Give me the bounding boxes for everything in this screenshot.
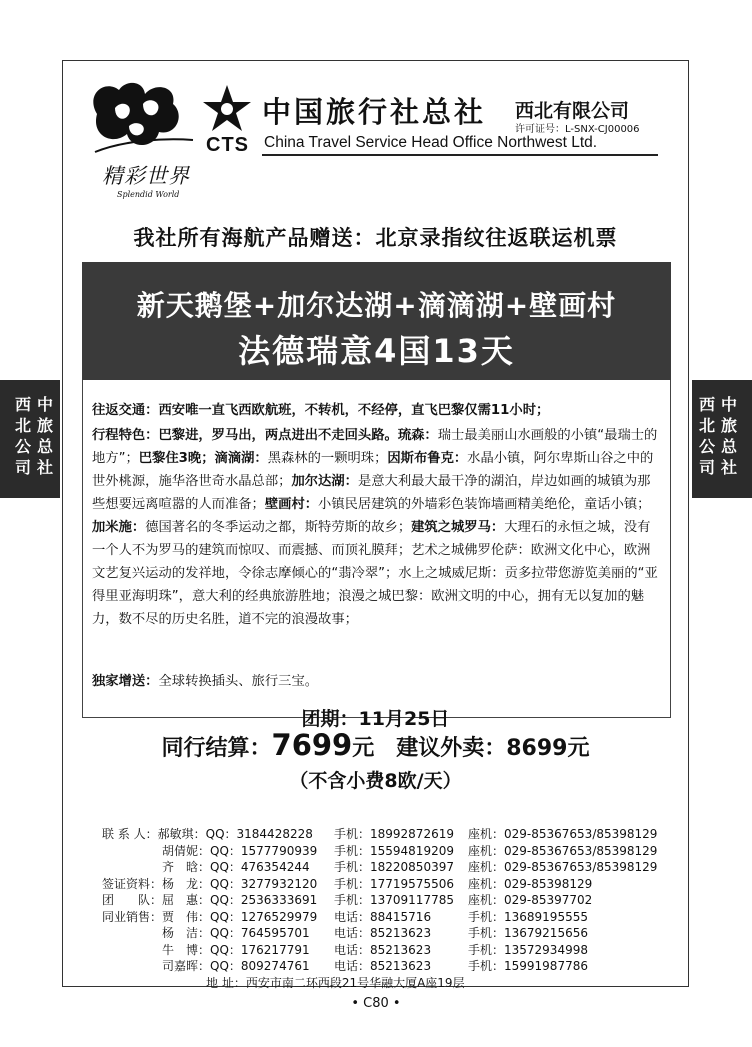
contact-cell: 电话：85213623: [334, 942, 432, 957]
feature-text: 小镇民居建筑的外墙彩色装饰墙画精美绝伦，童话小镇；: [318, 497, 651, 512]
features-label: 行程特色：: [92, 428, 159, 443]
feature-highlight: 建筑之城罗马：: [411, 520, 505, 535]
retail-price: 建议外卖：8699元: [396, 736, 590, 761]
transport-line: [92, 399, 662, 422]
contact-cell: 司嘉晖：QQ：809274761: [102, 959, 310, 973]
contact-cell: 杨 洁：QQ：764595701: [102, 926, 310, 940]
side-tag-col2: 中旅总社: [720, 395, 737, 477]
contact-cell: 手机：17719575506: [334, 876, 454, 891]
tour-title-banner: [82, 262, 671, 380]
contact-cell: 座机：029-85397702: [468, 893, 593, 907]
header-divider: [262, 154, 658, 156]
contact-cell: 联 系 人：郝敏琪：QQ：3184428228: [102, 827, 313, 841]
logo-name: 精彩世界: [102, 164, 190, 188]
features-block: [92, 424, 662, 631]
feature-text: 黑森林的一颗明珠；: [267, 451, 388, 466]
exclusive-label: 独家增送：: [92, 674, 159, 689]
peer-price-unit: 元: [352, 736, 375, 761]
contact-cell: 同业销售：贾 伟：QQ：1276529979: [102, 909, 318, 924]
exclusive-text: 全球转换插头、旅行三宝。: [158, 674, 319, 689]
address-text: 地 址：西安市南二环西段21号华融大厦A座19层: [206, 975, 465, 990]
contact-cell: 牛 博：QQ：176217791: [102, 942, 310, 957]
contact-cell: 手机：15991987786: [468, 959, 588, 973]
contact-cell: 电话：88415716: [334, 909, 432, 924]
price-line: [62, 728, 689, 762]
contact-cell: 团 队：屈 惠：QQ：2536333691: [102, 893, 318, 907]
feature-text: 瑞士最美丽山水画般的小镇“最瑞士的地方”；: [92, 428, 658, 466]
logo-tagline: Splendid World: [117, 190, 180, 199]
contact-cell: 手机：13679215656: [468, 926, 588, 940]
feature-highlight: 巴黎进，罗马出，两点进出不走回头路。琉森：: [158, 428, 438, 443]
company-branch: 西北有限公司: [515, 100, 630, 122]
contact-cell: 齐 晗：QQ：476354244: [102, 860, 310, 874]
contact-cell: 座机：029-85367653/85398129: [468, 860, 658, 874]
feature-highlight: 因斯布鲁克：: [387, 451, 468, 466]
peer-price-label: 同行结算：: [161, 736, 272, 761]
contact-cell: 座机：029-85367653/85398129: [468, 827, 658, 841]
company-name-cn: 中国旅行社总社: [262, 95, 487, 129]
cts-label: CTS: [206, 134, 249, 156]
side-tag-right: [692, 380, 752, 498]
contact-cell: 电话：85213623: [334, 959, 432, 973]
feature-highlight: 壁画村：: [264, 497, 319, 512]
contact-cell: 手机：13572934998: [468, 942, 588, 957]
contact-cell: 手机：15594819209: [334, 843, 454, 858]
contact-cell: 手机：18992872619: [334, 827, 454, 841]
feature-text: 德国著名的冬季运动之都，斯特劳斯的故乡；: [145, 520, 412, 535]
splendid-world-logo-icon: [85, 74, 195, 154]
price-note: （不含小费8欧/天）: [289, 770, 462, 792]
tour-date: 团期：11月25日: [301, 708, 450, 730]
license-number: 许可证号：L-SNX-CJ00006: [515, 124, 640, 135]
cts-star-icon: [202, 84, 252, 134]
feature-text: 是意大利最大最干净的湖泊，岸边如画的城镇为那些想要远离喧嚣的人而准备；: [92, 474, 651, 512]
contact-cell: 手机：13689195555: [468, 909, 588, 924]
promo-headline: 我社所有海航产品赠送：北京录指纹往返联运机票: [133, 226, 618, 250]
transport-label: 往返交通：: [92, 403, 159, 418]
feature-highlight: 加米施：: [92, 520, 146, 535]
company-name-en: China Travel Service Head Office Northwest Ltd.: [264, 134, 598, 151]
contact-cell: 胡倩妮：QQ：1577790939: [102, 843, 318, 858]
feature-text: 水晶小镇，阿尔卑斯山谷之中的世外桃源，施华洛世奇水晶总部；: [92, 451, 654, 489]
side-tag-col1: 西北公司: [14, 395, 31, 477]
tour-title-line1: 新天鹅堡+加尔达湖+滴滴湖+壁画村: [136, 289, 617, 322]
transport-text: 西安唯一直飞西欧航班，不转机，不经停，直飞巴黎仅需11小时；: [158, 403, 550, 418]
feature-highlight: 巴黎住3晚；滴滴湖：: [138, 451, 268, 466]
feature-highlight: 加尔达湖：: [291, 474, 358, 489]
feature-text: 大理石的永恒之城，没有一个人不为罗马的建筑而惊叹、而震撼、而顶礼膜拜；艺术之城佛罗伦萨：欧洲文化中心，欧洲文艺复兴运动的发祥地，令徐志摩倾心的“翡冷翠”；水上之城威尼斯：贡多拉带您游览美丽的“亚得里亚海明珠”，意大利的经典旅游胜地；浪漫之城巴黎：欧洲文明的中心，拥有无以复加的魅力，数不尽的历史名胜，道不完的浪漫故事；: [92, 520, 658, 627]
contact-cell: 座机：029-85367653/85398129: [468, 843, 658, 858]
side-tag-col1: 西北公司: [698, 395, 715, 477]
contact-cell: 手机：18220850397: [334, 860, 454, 874]
exclusive-line: [92, 670, 662, 693]
contact-cell: 座机：029-85398129: [468, 876, 593, 891]
side-tag-col2: 中旅总社: [36, 395, 53, 477]
contact-cell: 电话：85213623: [334, 926, 432, 940]
contact-cell: 签证资料：杨 龙：QQ：3277932120: [102, 876, 318, 891]
peer-price-value: 7699: [271, 728, 353, 762]
contact-cell: 手机：13709117785: [334, 893, 454, 907]
page-number: • C80 •: [351, 996, 401, 1011]
side-tag-left: [0, 380, 60, 498]
tour-title-line2: 法德瑞意4国13天: [238, 332, 515, 370]
